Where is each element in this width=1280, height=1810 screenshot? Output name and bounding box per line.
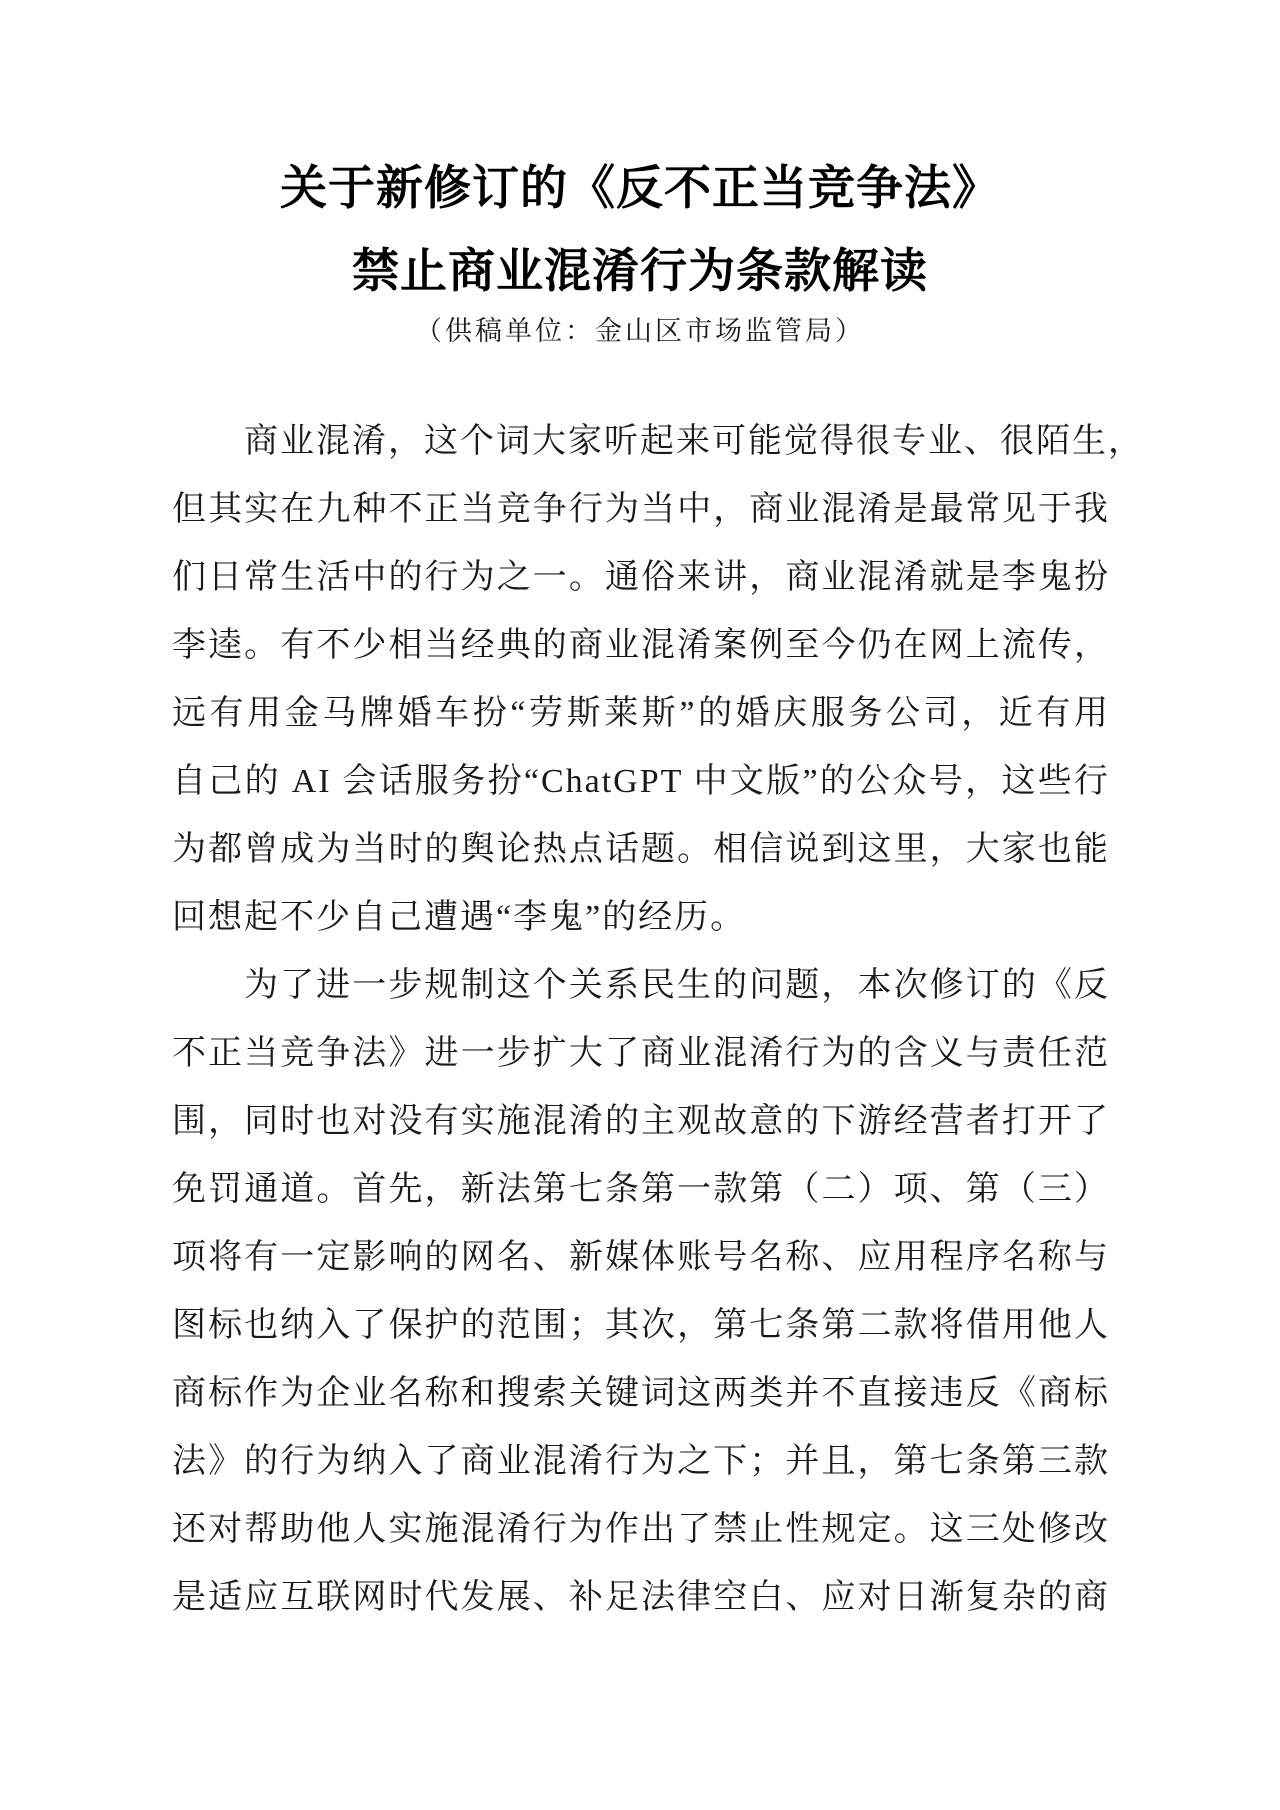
body-line: 们日常生活中的行为之一。通俗来讲，商业混淆就是李鬼扮 [172, 559, 1110, 596]
body-line: 围，同时也对没有实施混淆的主观故意的下游经营者打开了 [172, 1103, 1110, 1140]
body-line: 但其实在九种不正当竞争行为当中，商业混淆是最常见于我 [172, 491, 1110, 528]
body-line: 回想起不少自己遭遇“李鬼”的经历。 [172, 899, 747, 936]
body-line: 免罚通道。首先，新法第七条第一款第（二）项、第（三） [172, 1171, 1110, 1208]
document-byline: （供稿单位：金山区市场监管局） [415, 316, 865, 346]
document-title-line-1: 关于新修订的《反不正当竞争法》 [280, 163, 1000, 215]
body-line: 商标作为企业名称和搜索关键词这两类并不直接违反《商标 [172, 1375, 1110, 1412]
body-line: 不正当竞争法》进一步扩大了商业混淆行为的含义与责任范 [172, 1035, 1110, 1072]
body-line: 商业混淆，这个词大家听起来可能觉得很专业、很陌生， [244, 423, 1144, 460]
body-line: 为都曾成为当时的舆论热点话题。相信说到这里，大家也能 [172, 831, 1110, 868]
body-line: 为了进一步规制这个关系民生的问题，本次修订的《反 [244, 967, 1110, 1004]
body-line: 李逵。有不少相当经典的商业混淆案例至今仍在网上流传， [172, 627, 1110, 664]
body-line: 法》的行为纳入了商业混淆行为之下；并且，第七条第三款 [172, 1443, 1110, 1480]
body-line: 图标也纳入了保护的范围；其次，第七条第二款将借用他人 [172, 1307, 1110, 1344]
body-line: 还对帮助他人实施混淆行为作出了禁止性规定。这三处修改 [172, 1511, 1110, 1548]
document-body [172, 408, 1144, 1632]
body-line: 项将有一定影响的网名、新媒体账号名称、应用程序名称与 [172, 1239, 1110, 1276]
document-title-line-2: 禁止商业混淆行为条款解读 [352, 246, 928, 298]
body-line: 远有用金马牌婚车扮“劳斯莱斯”的婚庆服务公司，近有用 [172, 695, 1110, 732]
body-line: 是适应互联网时代发展、补足法律空白、应对日渐复杂的商 [172, 1579, 1110, 1616]
body-line: 自己的 AI 会话服务扮“ChatGPT 中文版”的公众号，这些行 [172, 763, 1110, 800]
